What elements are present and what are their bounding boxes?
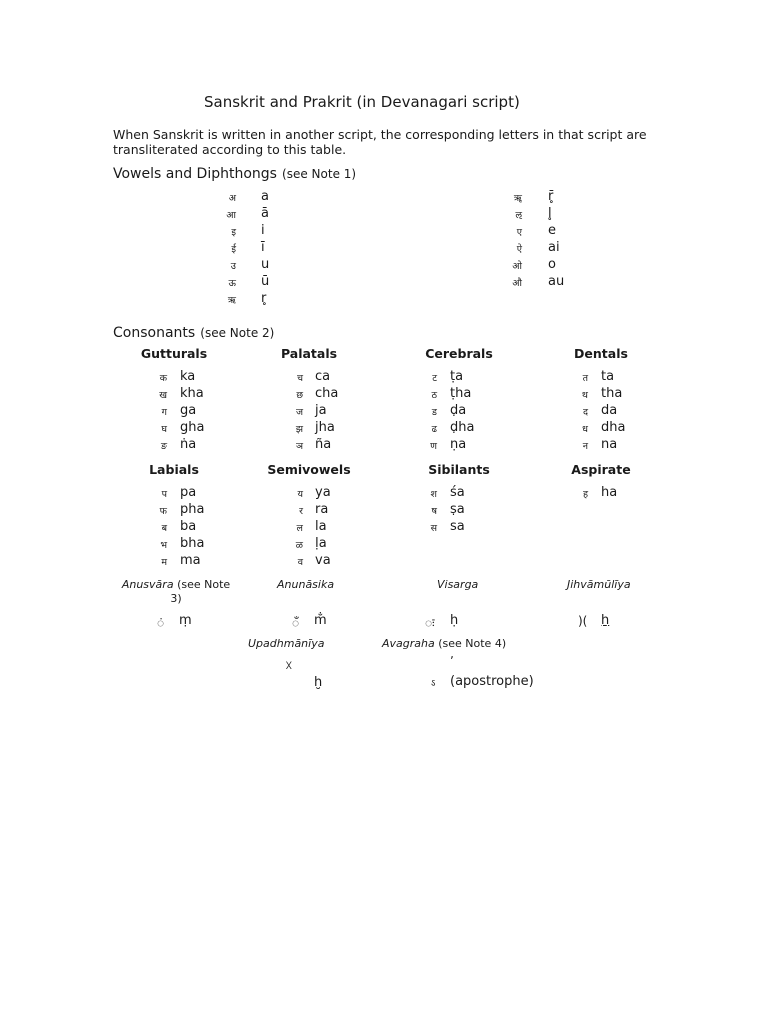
transliteration: ṭha — [450, 386, 472, 401]
transliteration: da — [601, 403, 618, 418]
transliteration: sa — [450, 519, 465, 534]
transliteration: śa — [450, 485, 465, 500]
transliteration: ña — [315, 437, 332, 452]
avagraha-name: Avagraha — [382, 637, 435, 650]
devanagari-letter: न — [582, 441, 588, 452]
jihvamuliya-label: Jihvāmūlīya — [567, 578, 631, 591]
devanagari-letter: ऊ — [228, 278, 236, 289]
devanagari-letter: च — [296, 373, 303, 384]
group-heading: Sibilants — [428, 462, 490, 477]
transliteration: ta — [601, 369, 615, 384]
devanagari-letter: स — [430, 523, 437, 534]
transliteration: ḍha — [450, 420, 475, 435]
transliteration: ai — [548, 240, 560, 255]
group-heading: Dentals — [574, 346, 628, 361]
devanagari-letter: भ — [160, 540, 167, 551]
devanagari-letter: ष — [431, 506, 437, 517]
devanagari-letter: ओ — [512, 261, 522, 272]
intro-paragraph: When Sanskrit is written in another script, the corresponding letters in that script are transliterated according to this table. — [113, 127, 647, 157]
vowels-heading: Vowels and Diphthongs — [113, 166, 277, 182]
page-title: Sanskrit and Prakrit (in Devanagari script) — [204, 93, 520, 111]
transliteration: pha — [180, 502, 205, 517]
devanagari-letter: ऌ — [515, 210, 522, 221]
transliteration: l̥ — [548, 206, 552, 221]
devanagari-letter: ढ — [431, 424, 437, 435]
devanagari-letter: ट — [432, 373, 437, 384]
transliteration: o — [548, 257, 556, 272]
devanagari-letter: ब — [161, 523, 167, 534]
transliteration: pa — [180, 485, 197, 500]
devanagari-letter: ध — [582, 424, 588, 435]
anunasika-label: Anunāsika — [277, 578, 335, 591]
upadhmaniya-label: Upadhmānīya — [248, 637, 325, 650]
devanagari-letter: ञ — [295, 441, 303, 452]
upadhmaniya-latin: ḫ — [314, 675, 323, 690]
transliteration: ja — [315, 403, 327, 418]
devanagari-letter: श — [430, 489, 437, 500]
devanagari-letter: य — [297, 489, 303, 500]
transliteration: ga — [180, 403, 197, 418]
devanagari-letter: घ — [161, 424, 167, 435]
devanagari-letter: म — [161, 557, 167, 568]
devanagari-letter: ज — [295, 407, 303, 418]
jihvamuliya-devanagari: )( — [578, 614, 588, 628]
transliteration: i — [261, 223, 265, 238]
avagraha-mark: ʼ — [450, 654, 454, 668]
transliteration: ū — [261, 274, 270, 289]
transliteration: a — [261, 189, 269, 204]
devanagari-letter: झ — [295, 424, 303, 435]
devanagari-letter: ख — [159, 390, 167, 401]
transliteration: dha — [601, 420, 626, 435]
avagraha-devanagari: ऽ — [431, 678, 436, 689]
transliteration: ra — [315, 502, 329, 517]
vowels-heading-line — [113, 163, 356, 182]
group-heading: Semivowels — [267, 462, 351, 477]
consonants-heading-line — [113, 322, 274, 341]
jihvamuliya-latin: ẖ — [601, 613, 610, 628]
devanagari-letter: ग — [161, 407, 167, 418]
transliteration: ā — [261, 206, 269, 221]
anusvara-devanagari: ◌ं — [157, 616, 165, 630]
consonants-heading: Consonants — [113, 325, 196, 341]
devanagari-letter: इ — [231, 227, 236, 238]
transliteration: ha — [601, 485, 618, 500]
devanagari-letter: र — [299, 506, 303, 517]
transliteration: r̥̄ — [548, 189, 554, 204]
visarga-devanagari: ◌ः — [425, 616, 435, 630]
consonants-note: (see Note 2) — [200, 326, 275, 340]
avagraha-label — [382, 637, 506, 650]
devanagari-letter: ल — [296, 523, 303, 534]
transliteration: na — [601, 437, 618, 452]
devanagari-letter: थ — [581, 390, 588, 401]
anusvara-note-1: (see Note — [177, 578, 231, 591]
anusvara-label — [116, 578, 236, 606]
devanagari-letter: ठ — [431, 390, 437, 401]
devanagari-letter: औ — [512, 278, 522, 289]
anusvara-latin: ṃ — [179, 613, 192, 628]
devanagari-letter: ऋ — [227, 295, 236, 306]
devanagari-letter: ह — [582, 489, 588, 500]
avagraha-note: (see Note 4) — [438, 637, 507, 650]
transliteration: ba — [180, 519, 197, 534]
transliteration: kha — [180, 386, 204, 401]
devanagari-letter: आ — [226, 210, 236, 221]
transliteration: ma — [180, 553, 201, 568]
transliteration: ṅa — [180, 437, 197, 452]
transliteration: u — [261, 257, 270, 272]
group-heading: Aspirate — [571, 462, 631, 477]
transliteration: ṭa — [450, 369, 464, 384]
anunasika-latin: m̐ — [314, 613, 327, 628]
transliteration: ca — [315, 369, 331, 384]
upadhmaniya-devanagari: ᳵ — [286, 658, 292, 672]
anunasika-devanagari: ◌ँ — [292, 616, 300, 630]
devanagari-letter: ई — [231, 244, 236, 255]
devanagari-letter: त — [582, 373, 588, 384]
devanagari-letter: फ — [159, 506, 167, 517]
visarga-label: Visarga — [437, 578, 479, 591]
devanagari-letter: ऐ — [516, 244, 522, 255]
group-heading: Labials — [149, 462, 199, 477]
transliteration: au — [548, 274, 565, 289]
devanagari-letter: व — [297, 557, 303, 568]
transliteration: cha — [315, 386, 339, 401]
transliteration: va — [315, 553, 331, 568]
avagraha-latin: (apostrophe) — [450, 674, 534, 689]
devanagari-letter: उ — [230, 261, 236, 272]
transliteration: ka — [180, 369, 196, 384]
transliteration: ya — [315, 485, 331, 500]
anusvara-name: Anusvāra — [121, 578, 174, 591]
devanagari-letter: क — [159, 373, 167, 384]
devanagari-letter: ए — [516, 227, 522, 238]
transliteration: jha — [315, 420, 335, 435]
transliteration: ḍa — [450, 403, 467, 418]
group-heading: Cerebrals — [425, 346, 493, 361]
devanagari-letter: ङ — [160, 441, 167, 452]
anusvara-note-2: 3) — [170, 592, 182, 605]
transliteration: ṇa — [450, 437, 467, 452]
devanagari-letter: ॠ — [513, 193, 522, 204]
transliteration: tha — [601, 386, 623, 401]
devanagari-letter: छ — [296, 390, 303, 401]
devanagari-letter: अ — [228, 193, 236, 204]
transliteration: e — [548, 223, 556, 238]
transliteration: gha — [180, 420, 205, 435]
transliteration: ī — [261, 240, 265, 255]
group-heading: Gutturals — [140, 346, 208, 361]
transliteration: ḷa — [315, 536, 327, 551]
transliteration: bha — [180, 536, 205, 551]
devanagari-letter: द — [582, 407, 588, 418]
vowels-note: (see Note 1) — [282, 167, 357, 181]
devanagari-letter: ण — [430, 441, 437, 452]
devanagari-letter: ड — [431, 407, 437, 418]
transliteration: ṣa — [450, 502, 465, 517]
transliteration: la — [315, 519, 327, 534]
devanagari-letter: ळ — [295, 540, 303, 551]
group-heading: Palatals — [280, 346, 338, 361]
visarga-latin: ḥ — [450, 613, 459, 628]
devanagari-letter: प — [161, 489, 167, 500]
transliteration: r̥ — [261, 291, 267, 306]
